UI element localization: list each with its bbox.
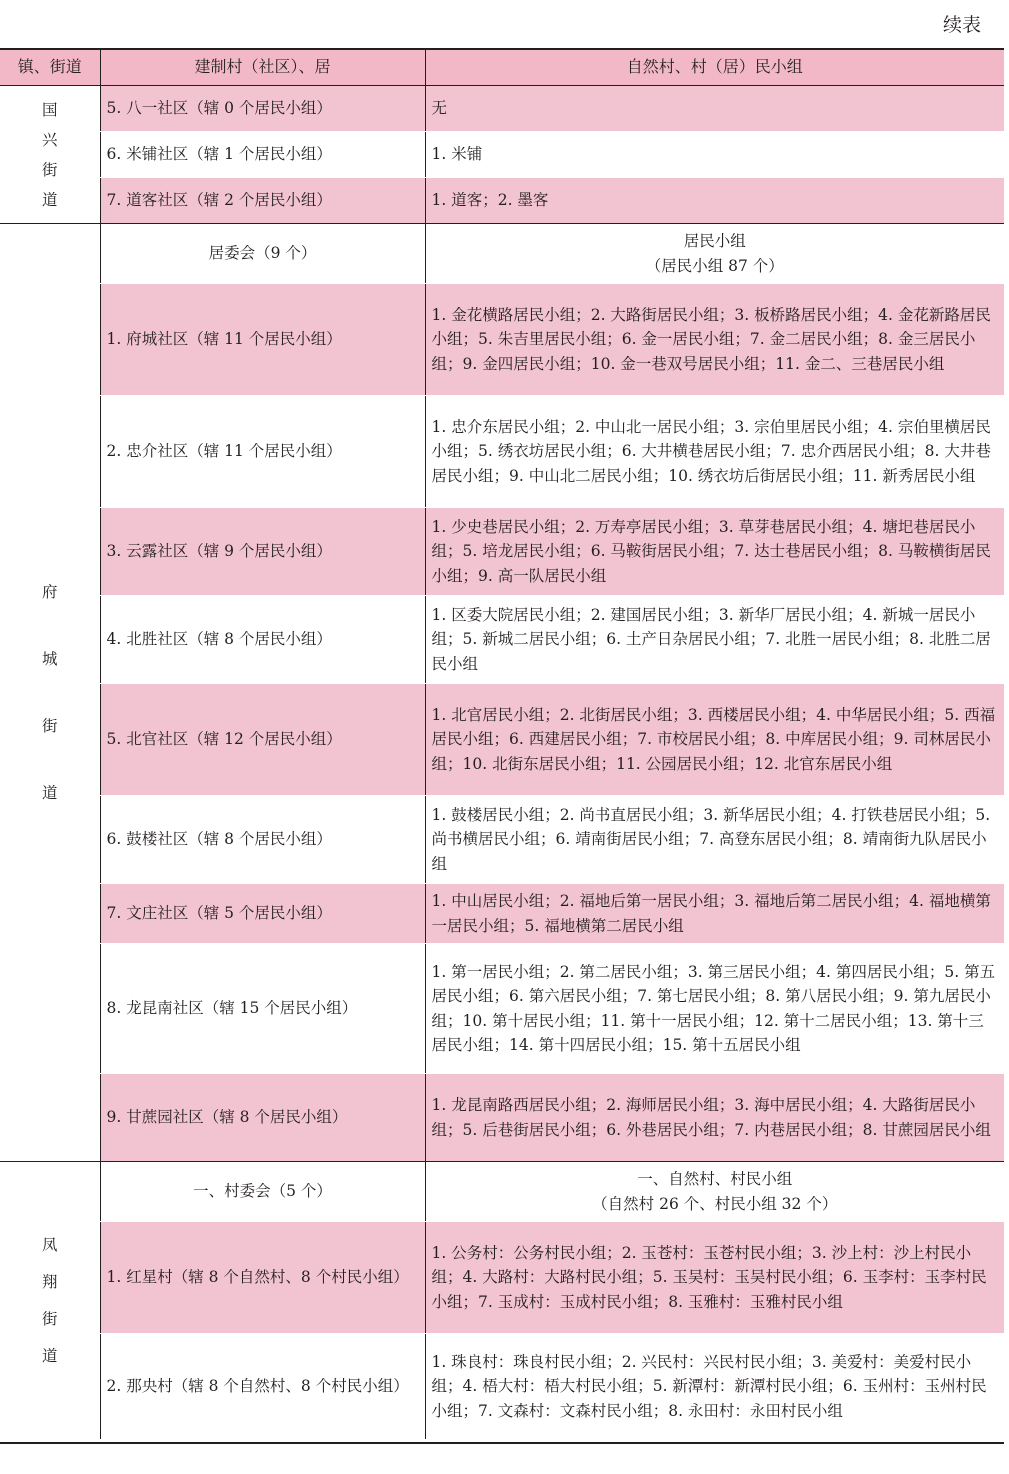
table-row: [0, 1334, 1004, 1440]
table-row: [0, 1074, 1004, 1162]
table-subheader: [0, 224, 1004, 284]
table-row: [0, 1222, 1004, 1334]
admin-division-table: [0, 48, 1004, 1440]
subheader-left: 居委会（9 个）: [100, 224, 425, 284]
community-name: 6. 鼓楼社区（辖 8 个居民小组）: [100, 796, 425, 884]
table-row: [0, 684, 1004, 796]
town-fengxiang: 凤 翔 街 道: [41, 1235, 58, 1365]
community-name: 2. 忠介社区（辖 11 个居民小组）: [100, 396, 425, 508]
table-row: [0, 86, 1004, 132]
subheader-right: 居民小组 （居民小组 87 个）: [425, 224, 1004, 284]
community-name: 9. 甘蔗园社区（辖 8 个居民小组）: [100, 1074, 425, 1162]
community-name: 8. 龙昆南社区（辖 15 个居民小组）: [100, 944, 425, 1074]
table-row: [0, 884, 1004, 944]
table-row: [0, 132, 1004, 178]
community-name: 1. 府城社区（辖 11 个居民小组）: [100, 284, 425, 396]
table-row: [0, 944, 1004, 1074]
group-list: 1. 鼓楼居民小组；2. 尚书直居民小组；3. 新华居民小组；4. 打铁巷居民小组；5. 尚书横居民小组；6. 靖南街居民小组；7. 高登东居民小组；8. 靖南街九队居民小组: [425, 796, 1004, 884]
town-guoxing: 国 兴 街 道: [0, 86, 100, 224]
table-row: [0, 396, 1004, 508]
table-header: [0, 49, 1004, 86]
group-list: 1. 区委大院居民小组；2. 建国居民小组；3. 新华厂居民小组；4. 新城一居民小组；5. 新城二居民小组；6. 土产日杂居民小组；7. 北胜一居民小组；8. 北胜二居民小组: [425, 596, 1004, 684]
subheader-left: 一、村委会（5 个）: [100, 1162, 425, 1222]
header-groups: 自然村、村（居）民小组: [425, 49, 1004, 86]
community-name: 6. 米铺社区（辖 1 个居民小组）: [100, 132, 425, 178]
table-row: [0, 596, 1004, 684]
header-town: 镇、街道: [0, 49, 100, 86]
group-list: 1. 忠介东居民小组；2. 中山北一居民小组；3. 宗伯里居民小组；4. 宗伯里横居民小组；5. 绣衣坊居民小组；6. 大井横巷居民小组；7. 忠介西居民小组；8. 大井巷居民小组；9. 中山北二居民小组；10. 绣衣坊后街居民小组；11. 新秀居民小组: [425, 396, 1004, 508]
community-name: 5. 八一社区（辖 0 个居民小组）: [100, 86, 425, 132]
group-list: 无: [425, 86, 1004, 132]
group-list: 1. 珠良村：珠良村民小组；2. 兴民村：兴民村民小组；3. 美爱村：美爱村民小组；4. 梧大村：梧大村民小组；5. 新潭村：新潭村民小组；6. 玉州村：玉州村民小组；7. 文森村：文森村民小组；8. 永田村：永田村民小组: [425, 1334, 1004, 1440]
table-subheader: [0, 1162, 1004, 1222]
table-row: [0, 284, 1004, 396]
community-name: 1. 红星村（辖 8 个自然村、8 个村民小组）: [100, 1222, 425, 1334]
group-list: 1. 少史巷居民小组；2. 万寿亭居民小组；3. 草芽巷居民小组；4. 塘圯巷居民小组；5. 培龙居民小组；6. 马鞍街居民小组；7. 达士巷居民小组；8. 马鞍横街居民小组；9. 高一队居民小组: [425, 508, 1004, 596]
table-bottom-rule: [0, 1442, 1004, 1444]
group-list: 1. 公务村：公务村民小组；2. 玉苍村：玉苍村民小组；3. 沙上村：沙上村民小组；4. 大路村：大路村民小组；5. 玉吴村：玉吴村民小组；6. 玉李村：玉李村民小组；7. 玉成村：玉成村民小组；8. 玉雅村：玉雅村民小组: [425, 1222, 1004, 1334]
group-list: 1. 北官居民小组；2. 北街居民小组；3. 西楼居民小组；4. 中华居民小组；5. 西福居民小组；6. 西建居民小组；7. 市校居民小组；8. 中库居民小组；9. 司林居民小组；10. 北街东居民小组；11. 公园居民小组；12. 北官东居民小组: [425, 684, 1004, 796]
community-name: 7. 道客社区（辖 2 个居民小组）: [100, 178, 425, 224]
subheader-right: 一、自然村、村民小组 （自然村 26 个、村民小组 32 个）: [425, 1162, 1004, 1222]
community-name: 3. 云露社区（辖 9 个居民小组）: [100, 508, 425, 596]
group-list: 1. 中山居民小组；2. 福地后第一居民小组；3. 福地后第二居民小组；4. 福地横第一居民小组；5. 福地横第二居民小组: [425, 884, 1004, 944]
group-list: 1. 第一居民小组；2. 第二居民小组；3. 第三居民小组；4. 第四居民小组；5. 第五居民小组；6. 第六居民小组；7. 第七居民小组；8. 第八居民小组；9. 第九居民小组；10. 第十居民小组；11. 第十一居民小组；12. 第十二居民小组；13. 第十三居民小组；14. 第十四居民小组；15. 第十五居民小组: [425, 944, 1004, 1074]
table-row: [0, 178, 1004, 224]
group-list: 1. 米铺: [425, 132, 1004, 178]
town-fucheng: 府 城 街 道: [0, 224, 100, 1162]
community-name: 2. 那央村（辖 8 个自然村、8 个村民小组）: [100, 1334, 425, 1440]
group-list: 1. 金花横路居民小组；2. 大路街居民小组；3. 板桥路居民小组；4. 金花新路居民小组；5. 朱吉里居民小组；6. 金一居民小组；7. 金二居民小组；8. 金三居民小组；9. 金四居民小组；10. 金一巷双号居民小组；11. 金二、三巷居民小组: [425, 284, 1004, 396]
group-list: 1. 龙昆南路西居民小组；2. 海师居民小组；3. 海中居民小组；4. 大路街居民小组；5. 后巷街居民小组；6. 外巷居民小组；7. 内巷居民小组；8. 甘蔗园居民小组: [425, 1074, 1004, 1162]
community-name: 7. 文庄社区（辖 5 个居民小组）: [100, 884, 425, 944]
community-name: 5. 北官社区（辖 12 个居民小组）: [100, 684, 425, 796]
table-row: [0, 796, 1004, 884]
group-list: 1. 道客；2. 墨客: [425, 178, 1004, 224]
continuation-label: 续表: [942, 14, 981, 36]
table-row: [0, 508, 1004, 596]
community-name: 4. 北胜社区（辖 8 个居民小组）: [100, 596, 425, 684]
header-community: 建制村（社区）、居: [100, 49, 425, 86]
